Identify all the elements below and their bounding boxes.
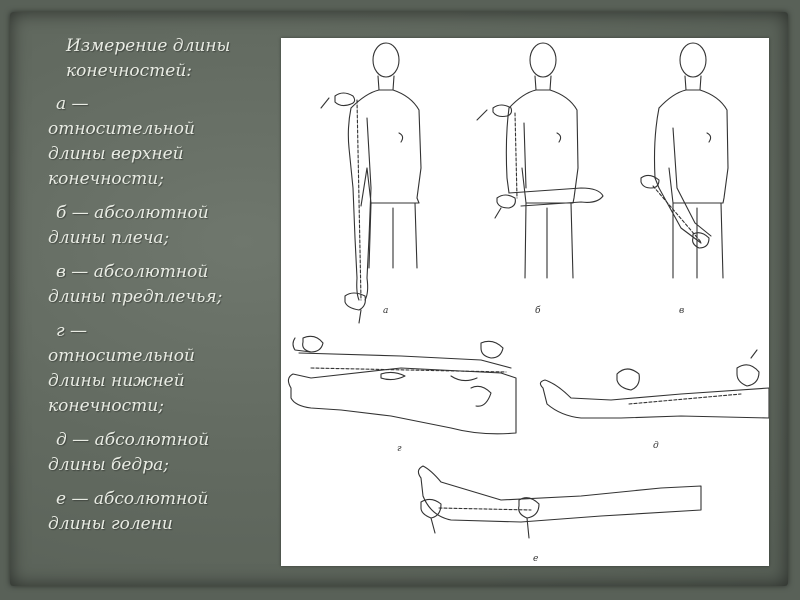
caption-item-a [48, 92, 273, 192]
caption-line: а — [56, 94, 89, 114]
caption-line: г — [56, 321, 87, 341]
caption-line: б — абсолютной [56, 203, 209, 223]
caption-line: длины предплечья; [48, 287, 223, 307]
caption-line: относительной [48, 119, 195, 139]
illustration-panel [281, 38, 769, 566]
figure-g-full-leg-measurement [288, 336, 516, 433]
caption-line: длины нижней [48, 371, 185, 391]
figure-e-shin-measurement [418, 466, 701, 538]
figure-label-b: б [535, 306, 541, 316]
caption-line: длины бедра; [48, 455, 169, 475]
caption-title [66, 34, 273, 84]
caption-line: д — абсолютной [56, 430, 210, 450]
figure-v-forearm-measurement [641, 43, 728, 278]
caption-text [48, 30, 273, 546]
caption-title-line-1: Измерение длины [66, 36, 231, 56]
caption-line: конечности; [48, 396, 164, 416]
caption-item-v [48, 260, 273, 310]
measurement-illustration [281, 38, 769, 566]
caption-item-g [48, 319, 273, 419]
caption-line: относительной [48, 346, 195, 366]
caption-line: длины верхней [48, 144, 184, 164]
caption-item-b [48, 201, 273, 251]
figure-label-e: е [533, 554, 539, 564]
figure-label-v: в [679, 306, 685, 316]
caption-line: в — абсолютной [56, 262, 209, 282]
caption-line: длины плеча; [48, 228, 170, 248]
caption-item-e [48, 487, 273, 537]
figure-a-arm-measurement [321, 43, 421, 323]
figure-label-a: а [383, 306, 389, 316]
figure-label-g: г [397, 444, 402, 454]
caption-line: длины голени [48, 514, 173, 534]
figure-d-thigh-measurement [540, 350, 769, 418]
caption-title-line-2: конечностей: [66, 61, 193, 81]
caption-line: е — абсолютной [56, 489, 209, 509]
figure-label-d: д [653, 441, 659, 451]
caption-line: конечности; [48, 169, 164, 189]
caption-item-d [48, 428, 273, 478]
figure-b-shoulder-measurement [477, 43, 603, 278]
